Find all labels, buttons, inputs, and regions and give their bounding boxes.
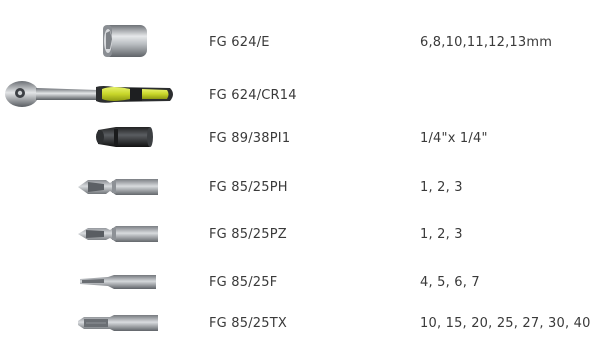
item-sizes: 1, 2, 3 [420, 180, 463, 195]
phillips-bit-icon [76, 175, 162, 199]
item-sizes: 1, 2, 3 [420, 227, 463, 242]
flat-bit-icon [78, 270, 160, 294]
socket-icon [100, 22, 150, 62]
item-code: FG 85/25PZ [209, 227, 287, 242]
torx-bit-icon [76, 311, 162, 335]
list-item [0, 167, 616, 207]
item-sizes: 4, 5, 6, 7 [420, 275, 480, 290]
bit-adapter-icon [92, 121, 156, 153]
item-sizes: 6,8,10,11,12,13mm [420, 35, 553, 50]
list-item [0, 118, 616, 158]
item-code: FG 85/25PH [209, 180, 288, 195]
list-item [0, 75, 616, 115]
item-sizes: 10, 15, 20, 25, 27, 30, 40 [420, 316, 591, 331]
item-code: FG 85/25TX [209, 316, 287, 331]
item-code: FG 89/38PI1 [209, 131, 291, 146]
pozidriv-bit-icon [76, 222, 162, 246]
item-code: FG 624/CR14 [209, 88, 297, 103]
item-code: FG 85/25F [209, 275, 278, 290]
list-item [0, 22, 616, 62]
item-code: FG 624/E [209, 35, 270, 50]
ratchet-handle-icon [2, 78, 177, 110]
list-item [0, 262, 616, 302]
list-item [0, 303, 616, 343]
item-sizes: 1/4"x 1/4" [420, 131, 488, 146]
list-item [0, 214, 616, 254]
